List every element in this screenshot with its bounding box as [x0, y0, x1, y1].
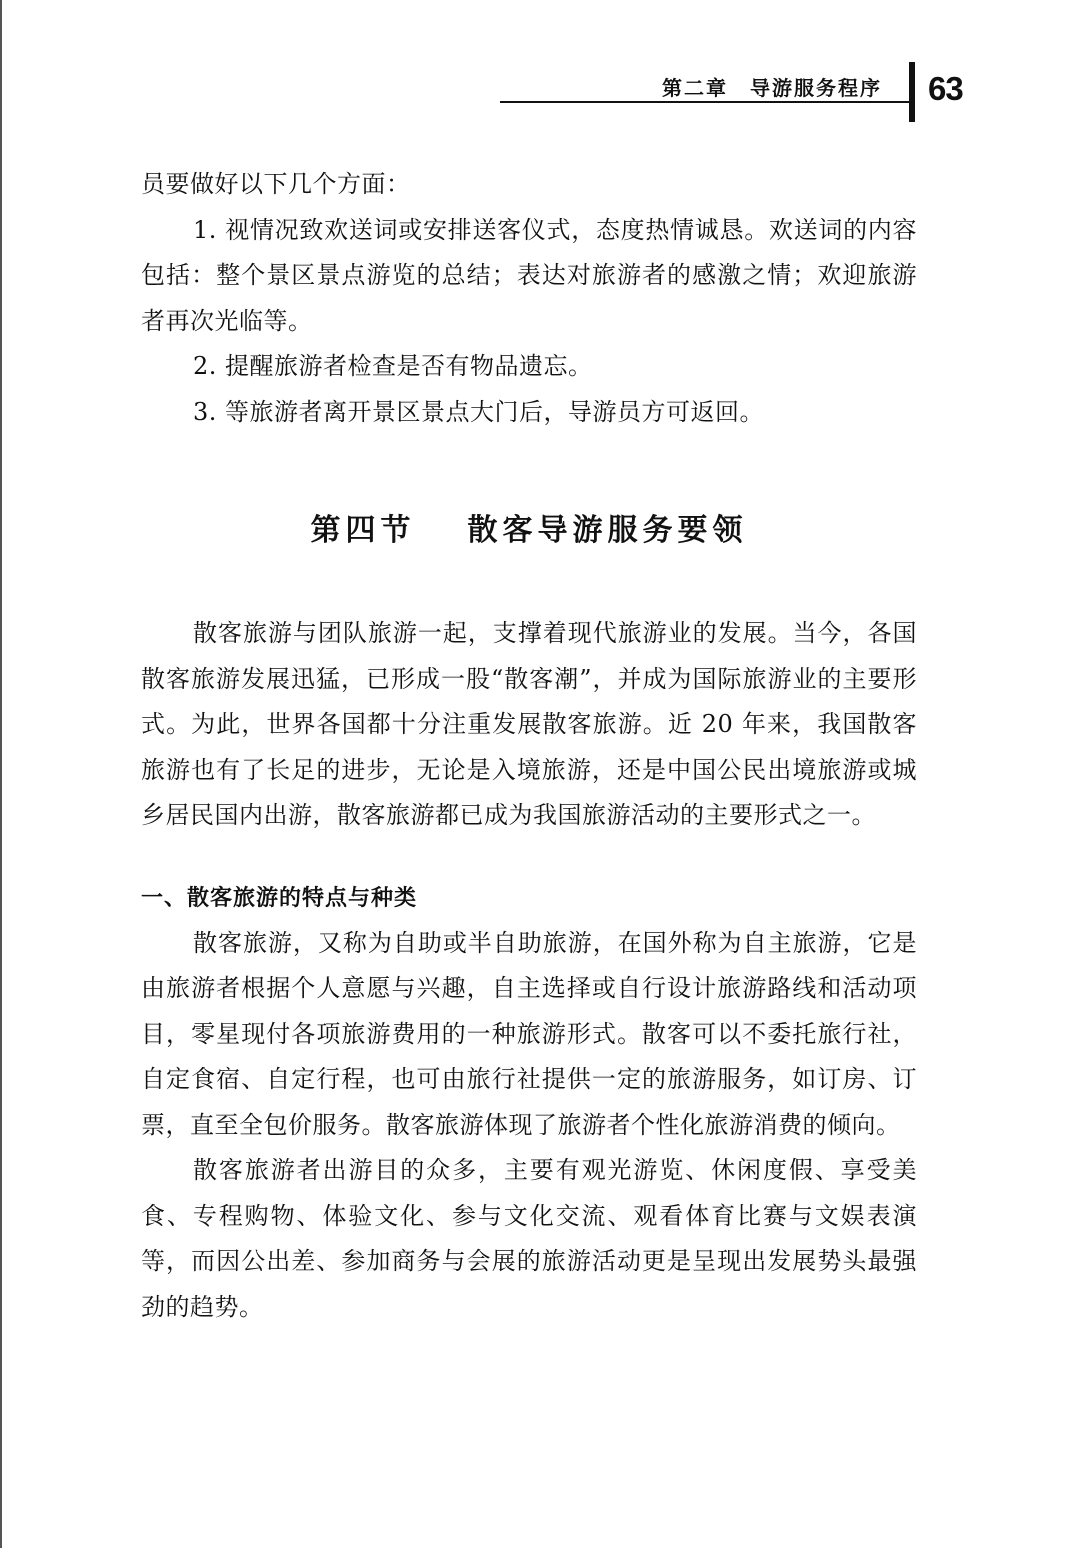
paragraph-continuation: 员要做好以下几个方面：	[141, 170, 411, 198]
subsection-heading: 一、散客旅游的特点与种类	[141, 885, 418, 911]
list-item-3: 3. 等旅游者离开景区景点大门后，导游员方可返回。	[193, 397, 765, 426]
header-vertical-bar	[909, 62, 915, 122]
list-item-1: 1. 视情况致欢送词或安排送客仪式，态度热情诚恳。欢送词的内容包括：整个景区景点游览的总结；表达对旅游者的感激之情；欢迎旅游者再次光临等。	[141, 215, 917, 335]
section-intro-paragraph: 散客旅游与团队旅游一起，支撑着现代旅游业的发展。当今，各国散客旅游发展迅猛，已形成一股“散客潮”，并成为国际旅游业的主要形式。为此，世界各国都十分注重发展散客旅游。近 20 年来，我国散客旅游也有了长足的进步，无论是入境旅游，还是中国公民出境旅游或城乡居民国内出游，散客旅游都已成为我国旅游活动的主要形式之一。	[141, 619, 917, 829]
page-left-edge	[0, 0, 2, 1548]
header-rule	[500, 101, 910, 103]
page-body	[141, 162, 917, 1330]
section-number: 第四节	[310, 513, 416, 548]
section-heading-text: 散客导游服务要领	[467, 513, 748, 548]
body-paragraph-1: 散客旅游，又称为自助或半自助旅游，在国外称为自主旅游，它是由旅游者根据个人意愿与兴趣，自主选择或自行设计旅游路线和活动项目，零星现付各项旅游费用的一种旅游形式。散客可以不委托旅行社，自定食宿、自定行程，也可由旅行社提供一定的旅游服务，如订房、订票，直至全包价服务。散客旅游体现了旅游者个性化旅游消费的倾向。	[141, 928, 917, 1139]
body-paragraph-2: 散客旅游者出游目的众多，主要有观光游览、休闲度假、享受美食、专程购物、体验文化、参与文化交流、观看体育比赛与文娱表演等，而因公出差、参加商务与会展的旅游活动更是呈现出发展势头最强劲的趋势。	[141, 1156, 917, 1321]
section-title	[141, 511, 917, 551]
page-number: 63	[928, 70, 963, 107]
running-header-chapter: 第二章 导游服务程序	[662, 76, 882, 100]
list-item-2: 2. 提醒旅游者检查是否有物品遗忘。	[193, 352, 593, 380]
